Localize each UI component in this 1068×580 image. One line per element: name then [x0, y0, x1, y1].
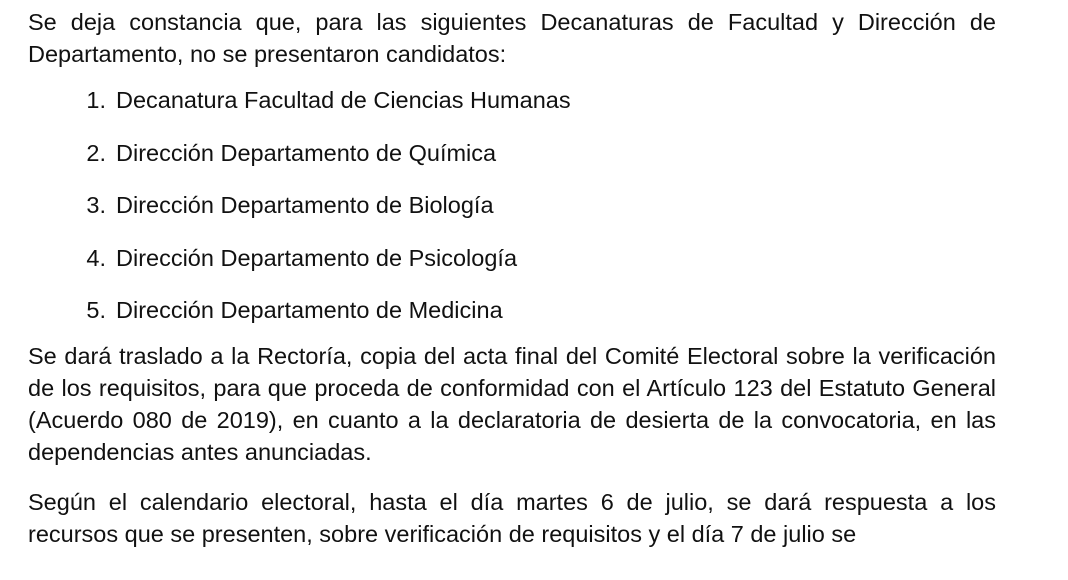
list-item-text: Dirección Departamento de Biología	[116, 192, 494, 218]
paragraph-transfer-rectoria: Se dará traslado a la Rectoría, copia del acta final del Comité Electoral sobre la verificación de los requisitos, para que proceda de conformidad con el Artículo 123 del Estatuto General (Acuerdo 080 de 2019), en cuanto a la declaratoria de desierta de la convocatoria, en las dependencias antes anunciadas.	[28, 343, 996, 465]
paragraph-no-candidates: Se deja constancia que, para las siguientes Decanaturas de Facultad y Dirección de Departamento, no se presentaron candidatos:	[28, 9, 996, 67]
unit-list	[28, 84, 996, 326]
list-item-text: Dirección Departamento de Medicina	[116, 297, 503, 323]
paragraph-electoral-calendar: Según el calendario electoral, hasta el día martes 6 de julio, se dará respuesta a los recursos que se presenten, sobre verificación de requisitos y el día 7 de julio se	[28, 489, 996, 547]
document-page	[28, 6, 996, 550]
list-item	[28, 189, 996, 242]
list-item	[28, 294, 996, 326]
list-item	[28, 242, 996, 295]
list-number: 4.	[86, 244, 106, 271]
list-number: 2.	[86, 139, 106, 166]
list-item-text: Dirección Departamento de Psicología	[116, 244, 518, 271]
list-item	[28, 84, 996, 137]
list-number: 3.	[86, 192, 106, 218]
list-item	[28, 137, 996, 190]
list-item-text: Dirección Departamento de Química	[116, 139, 497, 166]
list-item-text: Decanatura Facultad de Ciencias Humanas	[116, 87, 571, 113]
list-number: 1.	[86, 87, 106, 113]
list-number: 5.	[86, 297, 106, 323]
